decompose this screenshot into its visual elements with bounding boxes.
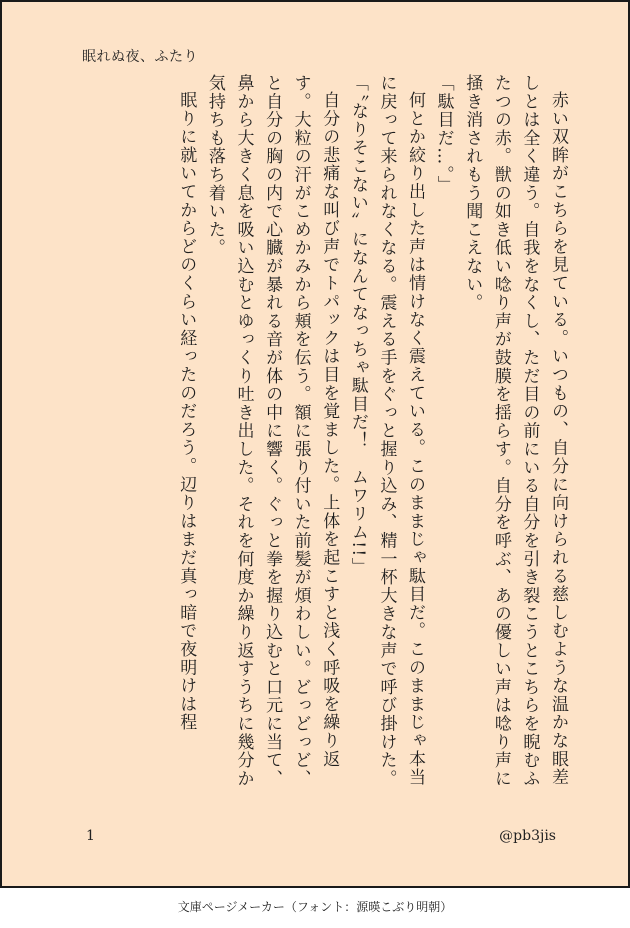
dialogue-line: 「〝なりそこない〟になんてなっちゃ駄目だ！ ムワリム!!」: [347, 74, 368, 576]
paragraph: 赤い双眸がこちらを見ている。いつもの、自分に向けられる慈しむような温かな眼差しとは全く違う。自我をなくし、ただ目の前にいる自分を引き裂こうとこちらを睨むふたつの赤。獣の如き低い唸り声が鼓膜を揺らす。自分を呼ぶ、あの優しい声は唸り声に掻き消されもう聞こえない。: [462, 74, 568, 788]
dialogue-line: 「駄目だ…。」: [433, 74, 454, 194]
running-head-title: 眠れぬ夜、ふたり: [82, 49, 198, 65]
paragraph: 何とか絞り出した声は情けなく震えている。このままじゃ駄目だ。このままじゃ本当に戻って来られなくなる。震える手をぐっと握り込み、精一杯大きな声で呼び掛けた。: [376, 74, 426, 788]
paragraph: 自分の悲痛な叫び声でトパックは目を覚ました。上体を起こすと浅く呼吸を繰り返す。大粒の汗がこめかみから頬を伝う。額に張り付いた前髪が煩わしい。どっどっど、と自分の胸の内で心臓が暴れる音が体の中に響く。ぐっと拳を握り込むと口元に当て、鼻から大きく息を吸い込むとゆっくり吐き出した。それを何度か繰り返すうちに幾分か気持ちも落ち着いた。: [204, 74, 340, 788]
body-text: [80, 74, 572, 794]
author-handle: @pb3jis: [499, 828, 556, 844]
generator-credit: 文庫ページメーカー（フォント：源暎こぶり明朝）: [177, 900, 453, 914]
page-number: 1: [86, 828, 95, 844]
paragraph: 眠りに就いてからどのくらい経ったのだろう。辺りはまだ真っ暗で夜明けは程: [176, 91, 197, 732]
